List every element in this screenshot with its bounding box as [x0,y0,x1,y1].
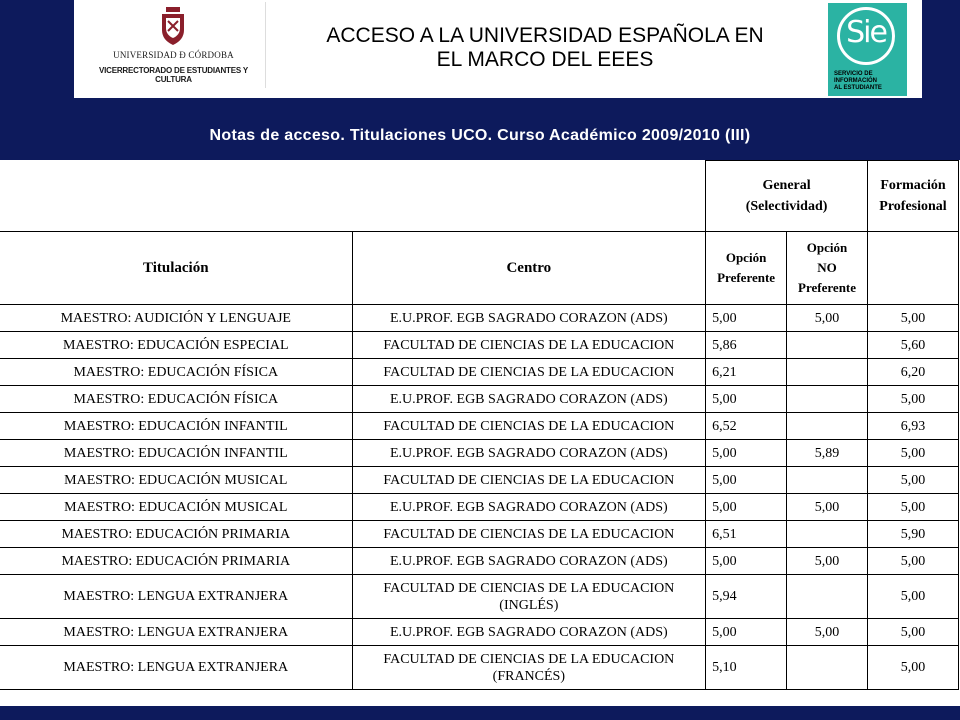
cell-centro: FACULTAD DE CIENCIAS DE LA EDUCACION [352,332,706,359]
header-titulacion: Titulación [0,232,352,305]
table-row [0,359,959,386]
cell-titulacion: MAESTRO: EDUCACIÓN PRIMARIA [0,548,352,575]
table-row [0,646,959,690]
cell-opcion-preferente: 5,94 [706,575,787,619]
cell-formacion-profesional: 5,00 [868,386,959,413]
cell-formacion-profesional: 5,60 [868,332,959,359]
cell-opcion-no-preferente [787,467,868,494]
cell-formacion-profesional: 5,90 [868,521,959,548]
table-row [0,619,959,646]
header-fp-empty [868,232,959,305]
cell-centro: FACULTAD DE CIENCIAS DE LA EDUCACION [352,413,706,440]
header-nopref-line-3: Preferente [798,280,857,295]
table-row [0,413,959,440]
table-row [0,305,959,332]
table-row [0,467,959,494]
cell-titulacion: MAESTRO: AUDICIÓN Y LENGUAJE [0,305,352,332]
cell-titulacion: MAESTRO: EDUCACIÓN MUSICAL [0,494,352,521]
cell-opcion-no-preferente: 5,00 [787,305,868,332]
cell-opcion-preferente: 5,86 [706,332,787,359]
cell-opcion-no-preferente [787,413,868,440]
cell-centro: E.U.PROF. EGB SAGRADO CORAZON (ADS) [352,548,706,575]
page-subtitle: Notas de acceso. Titulaciones UCO. Curso Académico 2009/2010 (III) [209,127,751,144]
cell-titulacion: MAESTRO: EDUCACIÓN FÍSICA [0,386,352,413]
sie-sub-line-2: INFORMACIÓN [834,78,877,84]
cell-titulacion: MAESTRO: LENGUA EXTRANJERA [0,646,352,690]
cell-titulacion: MAESTRO: EDUCACIÓN ESPECIAL [0,332,352,359]
group-general-header [706,161,868,232]
cell-titulacion: MAESTRO: EDUCACIÓN PRIMARIA [0,521,352,548]
header-nopref-line-2: NO [817,260,837,275]
cell-centro: E.U.PROF. EGB SAGRADO CORAZON (ADS) [352,305,706,332]
cell-opcion-no-preferente [787,386,868,413]
cell-formacion-profesional: 5,00 [868,575,959,619]
cell-centro: E.U.PROF. EGB SAGRADO CORAZON (ADS) [352,494,706,521]
cell-titulacion: MAESTRO: EDUCACIÓN INFANTIL [0,440,352,467]
cell-opcion-no-preferente: 5,00 [787,619,868,646]
cell-opcion-preferente: 5,00 [706,386,787,413]
table-row [0,575,959,619]
cell-formacion-profesional: 5,00 [868,619,959,646]
table-row [0,332,959,359]
cell-formacion-profesional: 5,00 [868,494,959,521]
cell-centro-line-2: (FRANCÉS) [492,668,566,684]
cell-opcion-no-preferente [787,332,868,359]
table-row [0,494,959,521]
cell-formacion-profesional: 5,00 [868,305,959,332]
cell-formacion-profesional: 6,93 [868,413,959,440]
title-line-1: ACCESO A LA UNIVERSIDAD ESPAÑOLA EN [326,24,764,47]
cell-opcion-preferente: 5,00 [706,440,787,467]
header-opcion-preferente [706,232,787,305]
header-pref-line-1: Opción [725,250,767,265]
cell-centro: FACULTAD DE CIENCIAS DE LA EDUCACION [352,359,706,386]
group-general-line-1: General [762,178,811,193]
cell-centro-line-2: (INGLÉS) [499,597,559,613]
cell-formacion-profesional: 5,00 [868,440,959,467]
header-nopref-line-1: Opción [806,240,848,255]
cell-titulacion: MAESTRO: EDUCACIÓN INFANTIL [0,413,352,440]
footer-band [0,706,960,720]
uco-subtitle: VICERRECTORADO DE ESTUDIANTES Y CULTURA [98,66,249,84]
cell-centro: FACULTAD DE CIENCIAS DE LA EDUCACION [352,467,706,494]
cell-centro [352,575,706,619]
cell-formacion-profesional: 5,00 [868,467,959,494]
cell-titulacion: MAESTRO: LENGUA EXTRANJERA [0,619,352,646]
cell-centro [352,646,706,690]
cell-formacion-profesional: 6,20 [868,359,959,386]
cell-centro: E.U.PROF. EGB SAGRADO CORAZON (ADS) [352,440,706,467]
sie-subtitle [834,71,904,92]
uco-logo [82,2,266,88]
table-row [0,521,959,548]
page-title [270,24,820,72]
cell-opcion-preferente: 6,52 [706,413,787,440]
sie-logo [828,3,907,96]
header-divider [74,96,922,98]
uco-crest-icon [156,6,190,46]
cell-centro: E.U.PROF. EGB SAGRADO CORAZON (ADS) [352,386,706,413]
title-line-2: EL MARCO DEL EEES [436,48,654,71]
table-column-header-row [0,232,959,305]
cell-opcion-no-preferente [787,359,868,386]
cell-centro: FACULTAD DE CIENCIAS DE LA EDUCACION [352,521,706,548]
header-opcion-no-preferente [787,232,868,305]
cell-opcion-no-preferente: 5,00 [787,548,868,575]
empty-corner-cell [0,161,706,232]
cell-opcion-preferente: 5,00 [706,548,787,575]
grades-table [0,160,959,690]
cell-titulacion: MAESTRO: EDUCACIÓN FÍSICA [0,359,352,386]
cell-opcion-preferente: 6,21 [706,359,787,386]
cell-opcion-preferente: 5,00 [706,494,787,521]
group-general-line-2: (Selectividad) [745,199,828,214]
cell-titulacion: MAESTRO: LENGUA EXTRANJERA [0,575,352,619]
table-row [0,548,959,575]
cell-opcion-no-preferente [787,646,868,690]
cell-opcion-preferente: 5,00 [706,467,787,494]
table-group-header-row [0,161,959,232]
table-row [0,440,959,467]
cell-centro-line-1: FACULTAD DE CIENCIAS DE LA EDUCACION [383,580,675,596]
cell-opcion-preferente: 5,00 [706,305,787,332]
cell-opcion-no-preferente [787,521,868,548]
cell-formacion-profesional: 5,00 [868,548,959,575]
table-row [0,386,959,413]
cell-formacion-profesional: 5,00 [868,646,959,690]
cell-centro-line-1: FACULTAD DE CIENCIAS DE LA EDUCACION [383,651,675,667]
uco-name: UNIVERSIDAD Ð CÓRDOBA [113,50,234,60]
cell-centro: E.U.PROF. EGB SAGRADO CORAZON (ADS) [352,619,706,646]
sie-logo-text: Sie [846,15,886,50]
header-centro: Centro [352,232,706,305]
cell-opcion-no-preferente: 5,89 [787,440,868,467]
grades-table-container [0,160,960,706]
group-fp-line-1: Formación [880,178,946,193]
group-fp-line-2: Profesional [879,199,947,214]
sie-sub-line-1: SERVICIO DE [834,71,873,77]
cell-opcion-preferente: 6,51 [706,521,787,548]
group-fp-header [868,161,959,232]
cell-opcion-preferente: 5,00 [706,619,787,646]
cell-opcion-no-preferente: 5,00 [787,494,868,521]
header-pref-line-2: Preferente [717,270,776,285]
cell-opcion-no-preferente [787,575,868,619]
sie-sub-line-3: AL ESTUDIANTE [834,85,882,91]
cell-opcion-preferente: 5,10 [706,646,787,690]
cell-titulacion: MAESTRO: EDUCACIÓN MUSICAL [0,467,352,494]
